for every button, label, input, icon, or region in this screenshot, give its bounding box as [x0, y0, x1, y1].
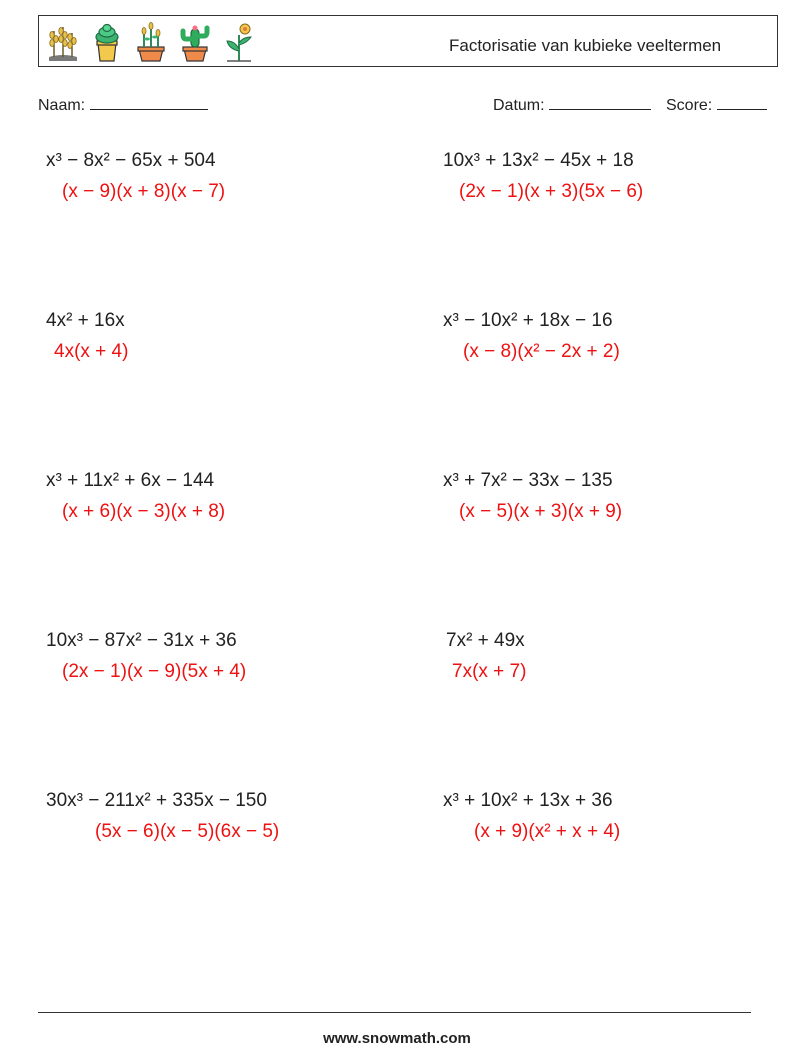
footer-url[interactable]: www.snowmath.com [323, 1030, 471, 1047]
problem-10-question: x³ + 10x² + 13x + 36 [443, 790, 613, 811]
problem-6-question: x³ + 7x² − 33x − 135 [443, 470, 613, 491]
score-field[interactable] [666, 93, 767, 115]
score-label: Score: [666, 97, 713, 114]
footer-divider [38, 1012, 751, 1013]
problem-10-answer: (x + 9)(x² + x + 4) [474, 821, 621, 842]
problem-8-answer: 7x(x + 7) [452, 661, 527, 682]
flower-plant-icon [221, 21, 257, 63]
plant-icons [45, 21, 257, 63]
name-blank[interactable] [90, 93, 208, 110]
problem-3-answer: 4x(x + 4) [54, 341, 129, 362]
wheat-icon [45, 21, 81, 63]
problem-7-question: 10x³ − 87x² − 31x + 36 [46, 630, 237, 651]
problem-6-answer: (x − 5)(x + 3)(x + 9) [459, 501, 623, 522]
problem-4-question: x³ − 10x² + 18x − 16 [443, 310, 613, 331]
cactus-pot-icon [177, 21, 213, 63]
problem-8-question: 7x² + 49x [446, 630, 525, 651]
worksheet-header [38, 15, 778, 67]
worksheet-title: Factorisatie van kubieke veeltermen [449, 36, 722, 55]
problem-3-question: 4x² + 16x [46, 310, 125, 331]
problem-5-answer: (x + 6)(x − 3)(x + 8) [62, 501, 226, 522]
problem-1-question: x³ − 8x² − 65x + 504 [46, 150, 216, 171]
date-label: Datum: [493, 97, 545, 114]
score-blank[interactable] [717, 93, 767, 110]
problem-7-answer: (2x − 1)(x − 9)(5x + 4) [62, 661, 247, 682]
problem-1-answer: (x − 9)(x + 8)(x − 7) [62, 181, 226, 202]
problem-5-question: x³ + 11x² + 6x − 144 [46, 470, 215, 491]
problem-2-question: 10x³ + 13x² − 45x + 18 [443, 150, 634, 171]
problem-9-answer: (5x − 6)(x − 5)(6x − 5) [95, 821, 280, 842]
problem-9-question: 30x³ − 211x² + 335x − 150 [46, 790, 267, 811]
name-label: Naam: [38, 97, 86, 114]
sprout-pot-icon [133, 21, 169, 63]
date-blank[interactable] [549, 93, 651, 110]
problem-2-answer: (2x − 1)(x + 3)(5x − 6) [459, 181, 644, 202]
date-field[interactable] [493, 93, 651, 115]
name-field[interactable] [38, 93, 208, 115]
potted-succulent-icon [89, 21, 125, 63]
problem-4-answer: (x − 8)(x² − 2x + 2) [463, 341, 620, 362]
